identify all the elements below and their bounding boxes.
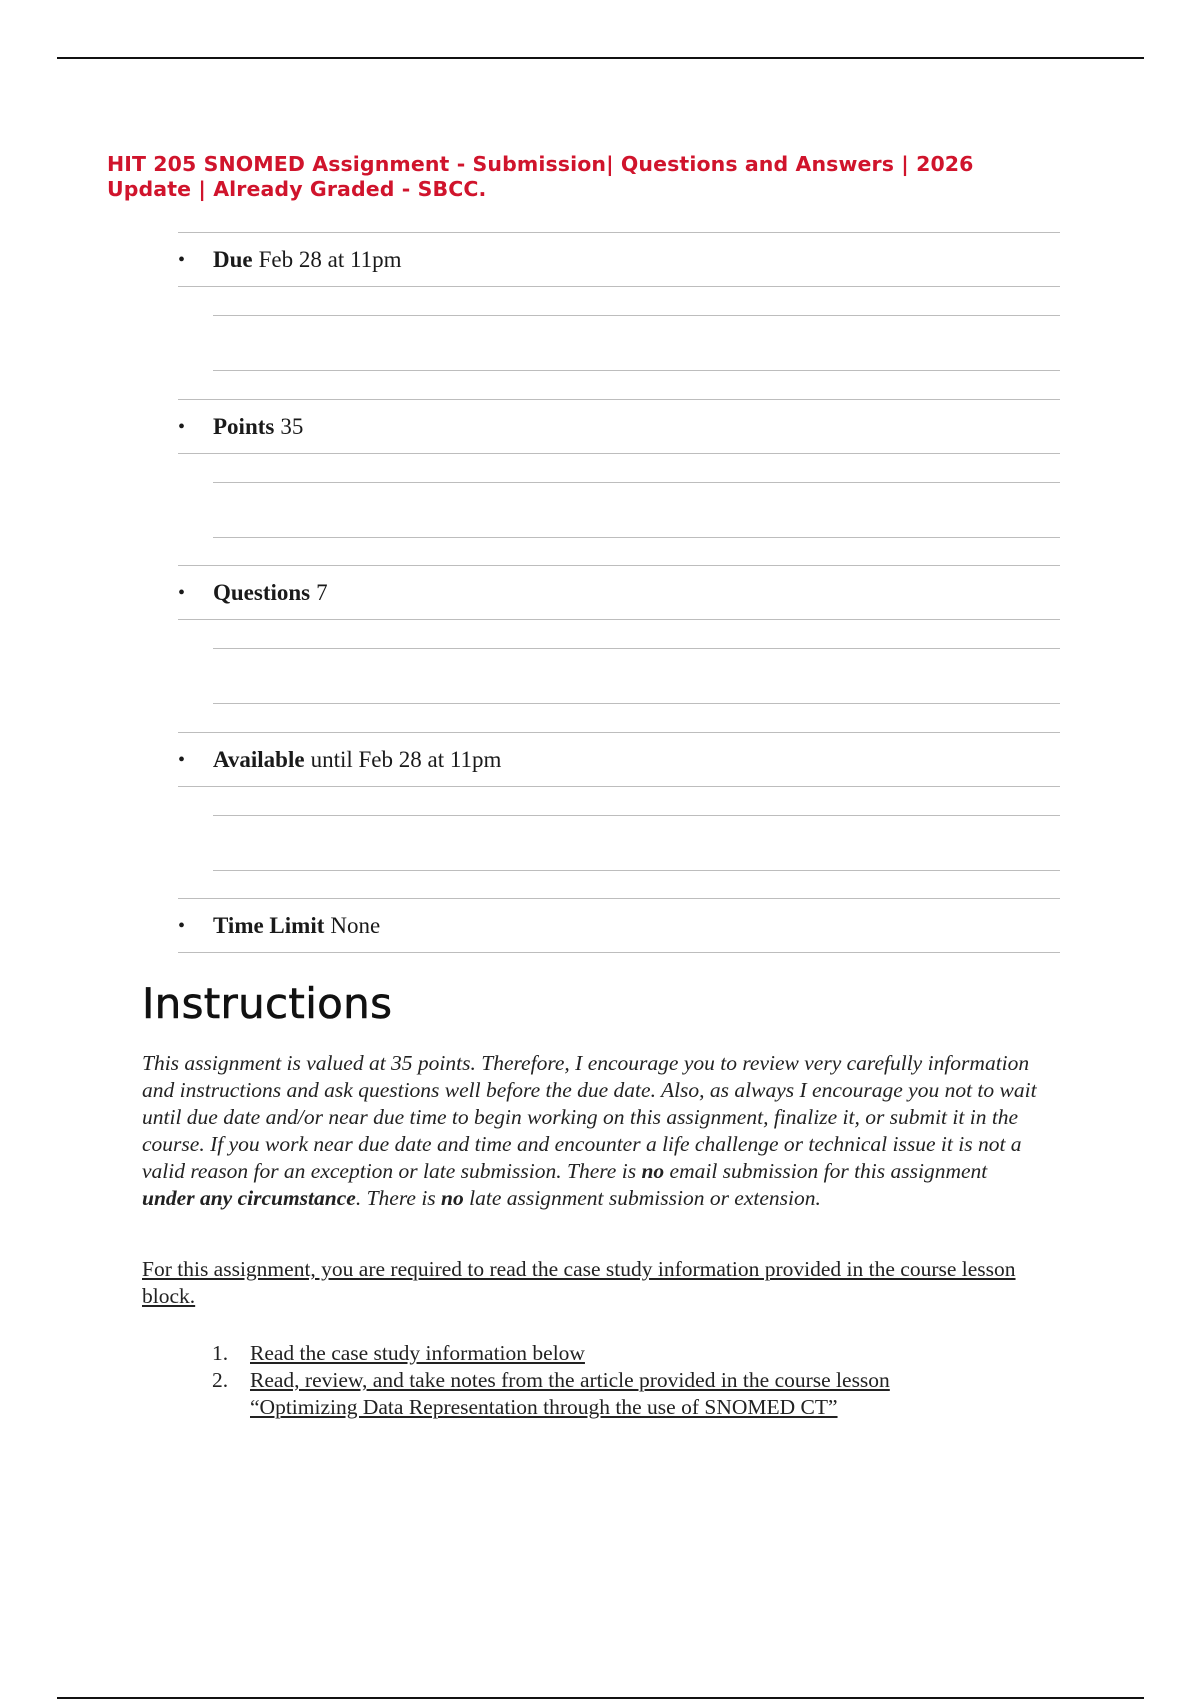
detail-label: Points (213, 413, 275, 439)
detail-label: Time Limit (213, 913, 325, 938)
step-number: 2. (212, 1368, 229, 1392)
bottom-rule (57, 1697, 1144, 1699)
detail-value: until Feb 28 at 11pm (310, 746, 502, 772)
bullet-icon: • (178, 582, 186, 604)
detail-label: Questions (213, 580, 311, 605)
detail-time-limit (178, 898, 1060, 954)
bullet-icon: • (178, 748, 186, 771)
title-line-2: Update | Already Graded - SBCC. (107, 177, 487, 201)
steps-list (212, 1340, 972, 1421)
requirement-paragraph: For this assignment, you are required to read the case study information provided in the course lesson block. (142, 1257, 1016, 1308)
detail-available (178, 732, 1060, 899)
detail-value: 35 (280, 413, 304, 439)
bullet-icon: • (178, 915, 186, 937)
bullet-icon: • (178, 415, 186, 438)
instructions-paragraph: This assignment is valued at 35 points. Therefore, I encourage you to review very carefully information and instructions and ask questions well before the due date. Also, as always I encourage you not to wait until due date and/or near due time to begin working on this assignment, finalize it, or submit it in the course. If you work near due date and time and encounter a life challenge or technical issue it is not a valid reason for an exception or late submission. There is no email submission for this assignment under any circumstance. There is no late assignment submission or extension. (142, 1051, 1037, 1210)
detail-questions (178, 565, 1060, 732)
list-item (212, 1340, 972, 1367)
instructions-heading: Instructions (142, 979, 393, 1028)
top-rule (57, 57, 1144, 59)
detail-value: 7 (316, 580, 328, 605)
bullet-icon: • (178, 249, 186, 271)
assignment-details-list (178, 232, 1060, 898)
list-item (212, 1367, 972, 1421)
detail-value: Feb 28 at 11pm (258, 247, 402, 272)
title-line-1: HIT 205 SNOMED Assignment - Submission| Questions and Answers | 2026 (107, 152, 974, 176)
detail-label: Due (213, 247, 253, 272)
detail-value: None (330, 913, 381, 938)
detail-due (178, 232, 1060, 399)
detail-label: Available (213, 746, 305, 772)
document-title (107, 152, 1067, 202)
step-text: Read the case study information below (250, 1341, 585, 1365)
detail-points (178, 399, 1060, 566)
step-number: 1. (212, 1341, 229, 1365)
step-text: Read, review, and take notes from the article provided in the course lesson “Optimizing Data Representation through the use of SNOMED CT” (250, 1368, 890, 1419)
